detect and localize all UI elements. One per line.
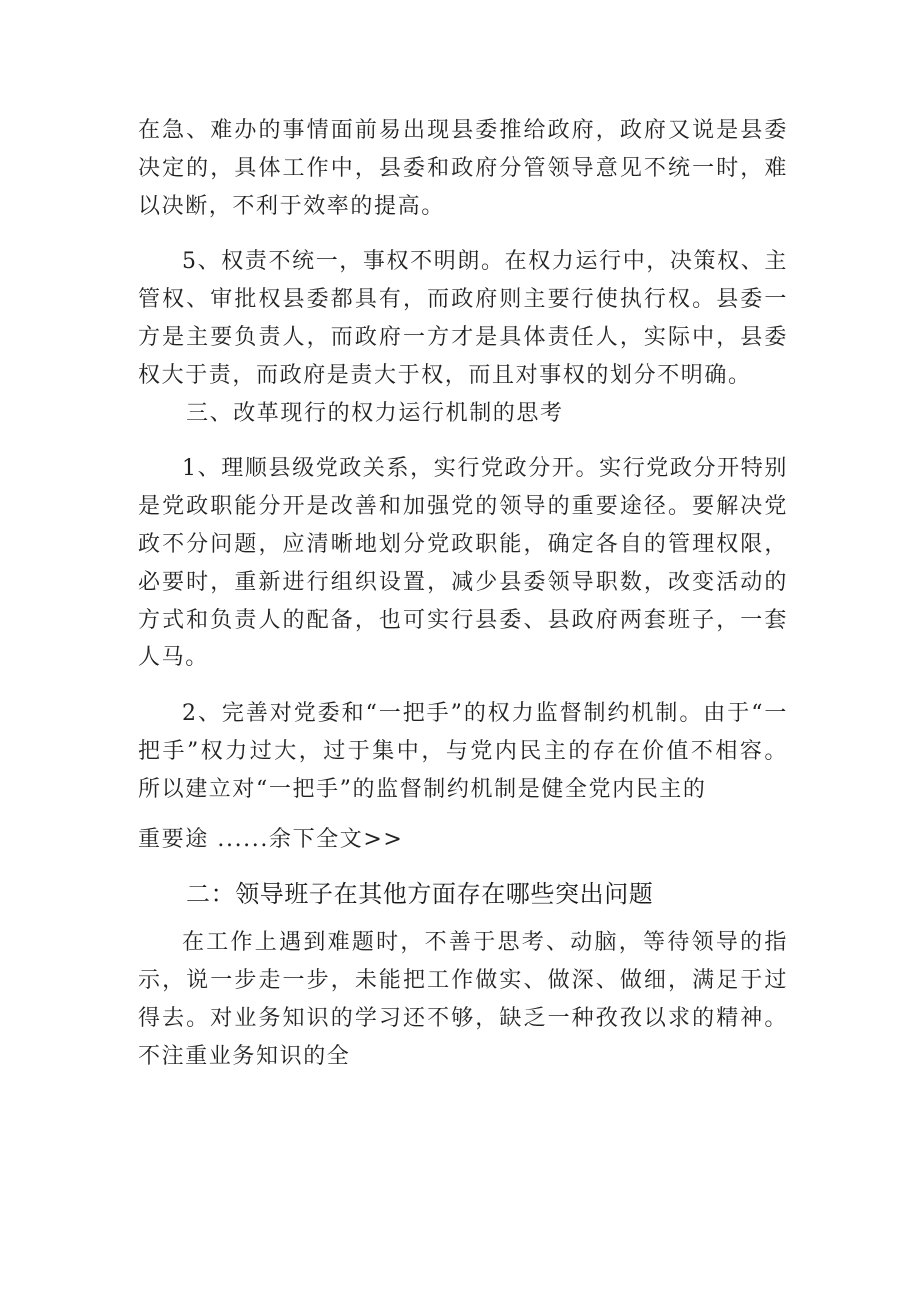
- document-body: [138, 112, 788, 1076]
- read-more-link[interactable]: ......余下全文>>: [217, 826, 404, 852]
- paragraph-section2: 在工作上遇到难题时，不善于思考、动脑，等待领导的指示，说一步走一步，未能把工作做实、做深、做细，满足于过得去。对业务知识的学习还不够，缺乏一种孜孜以求的精神。不注重业务知识的全: [138, 930, 788, 1069]
- read-more-line: [138, 821, 788, 859]
- paragraph-item-2: 2、完善对党委和“一把手”的权力监督制约机制。由于“一把手”权力过大，过于集中，与党内民主的存在价值不相容。所以建立对“一把手”的监督制约机制是健全党内民主的: [138, 701, 788, 802]
- paragraph-item-1: 1、理顺县级党政关系，实行党政分开。实行党政分开特别是党政职能分开是改善和加强党的领导的重要途径。要解决党政不分问题，应清晰地划分党政职能，确定各自的管理权限，必要时，重新进行组织设置，减少县委领导职数，改变活动的方式和负责人的配备，也可实行县委、县政府两套班子，一套人马。: [138, 456, 788, 671]
- section-heading-2: 二：领导班子在其他方面存在哪些突出问题: [186, 880, 654, 909]
- read-more-prefix: 重要途: [138, 826, 209, 852]
- paragraph-continued: 在急、难办的事情面前易出现县委推给政府，政府又说是县委决定的，具体工作中，县委和政府分管领导意见不统一时，难以决断，不利于效率的提高。: [138, 118, 788, 219]
- section-heading-3: 三、改革现行的权力运行机制的思考: [186, 400, 564, 426]
- paragraph-item-5: 5、权责不统一，事权不明朗。在权力运行中，决策权、主管权、审批权县委都具有，而政府则主要行使执行权。县委一方是主要负责人，而政府一方才是具体责任人，实际中，县委权大于责，而政府是责大于权，而且对事权的划分不明确。: [138, 249, 788, 388]
